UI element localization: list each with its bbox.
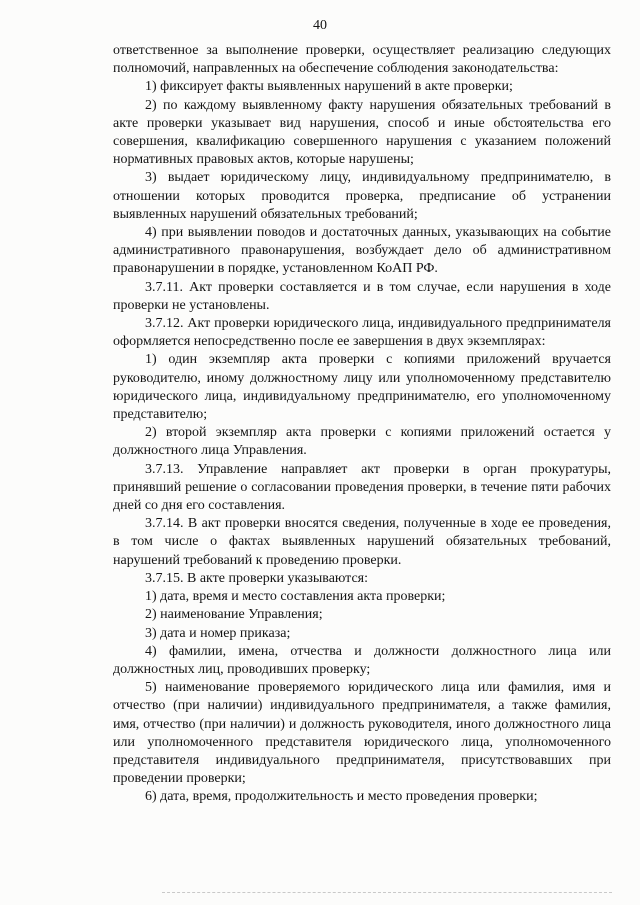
paragraph: 3.7.11. Акт проверки составляется и в том случае, если нарушения в ходе проверки не установлены. (113, 279, 611, 313)
page-number: 40 (313, 18, 327, 33)
paragraph: 3.7.12. Акт проверки юридического лица, индивидуального предпринимателя оформляется непосредственно после ее завершения в двух экземплярах: (113, 316, 611, 350)
paragraph: 4) при выявлении поводов и достаточных данных, указывающих на событие административного правонарушения, возбуждает дело об административном правонарушении в порядке, установленном КоАП РФ. (113, 225, 611, 277)
list-item: 2) наименование Управления; (145, 607, 323, 623)
paragraph: 2) второй экземпляр акта проверки с копиями приложений остается у должностного лица Управления. (113, 425, 611, 459)
scan-artifact-line (162, 892, 612, 893)
paragraph: 3.7.14. В акт проверки вносятся сведения, полученные в ходе ее проведения, в том числе о фактах выявленных нарушений обязательных требований, нарушений требований к проведению проверки. (113, 516, 611, 568)
document-body (113, 42, 611, 807)
paragraph: 1) фиксирует факты выявленных нарушений в акте проверки; (145, 79, 513, 95)
list-item: 4) фамилии, имена, отчества и должности должностного лица или должностных лиц, проводивших проверку; (113, 643, 611, 677)
paragraph: 3.7.15. В акте проверки указываются: (145, 570, 369, 586)
list-item: 3) дата и номер приказа; (145, 625, 291, 641)
list-item: 6) дата, время, продолжительность и место проведения проверки; (145, 789, 538, 805)
list-item: 1) дата, время и место составления акта проверки; (145, 589, 446, 605)
paragraph: 2) по каждому выявленному факту нарушения обязательных требований в акте проверки указывает вид нарушения, способ и иные обстоятельства его совершения, квалификацию совершенного нарушения с указанием положений нормативных правовых актов, которые нарушены; (113, 97, 611, 168)
list-item: 5) наименование проверяемого юридического лица или фамилия, имя и отчество (при наличии) индивидуального предпринимателя, а также фамилия, имя, отчество (при наличии) и должность руководителя, иного должностного лица или уполномоченного представителя юридического лица, уполномоченного представителя индивидуального предпринимателя, присутствовавших при проведении проверки; (113, 680, 611, 787)
paragraph: 3.7.13. Управление направляет акт проверки в орган прокуратуры, принявший решение о согласовании проведения проверки, в течение пяти рабочих дней со дня его составления. (113, 461, 611, 514)
paragraph: ответственное за выполнение проверки, осуществляет реализацию следующих полномочий, направленных на обеспечение соблюдения законодательства: (113, 43, 611, 77)
paragraph: 1) один экземпляр акта проверки с копиями приложений вручается руководителю, иному должностному лицу или уполномоченному представителю юридического лица, индивидуальному предпринимателю, его уполномоченному представителю; (113, 352, 611, 423)
paragraph: 3) выдает юридическому лицу, индивидуальному предпринимателю, в отношении которых проводится проверка, предписание об устранении выявленных нарушений обязательных требований; (113, 170, 611, 222)
